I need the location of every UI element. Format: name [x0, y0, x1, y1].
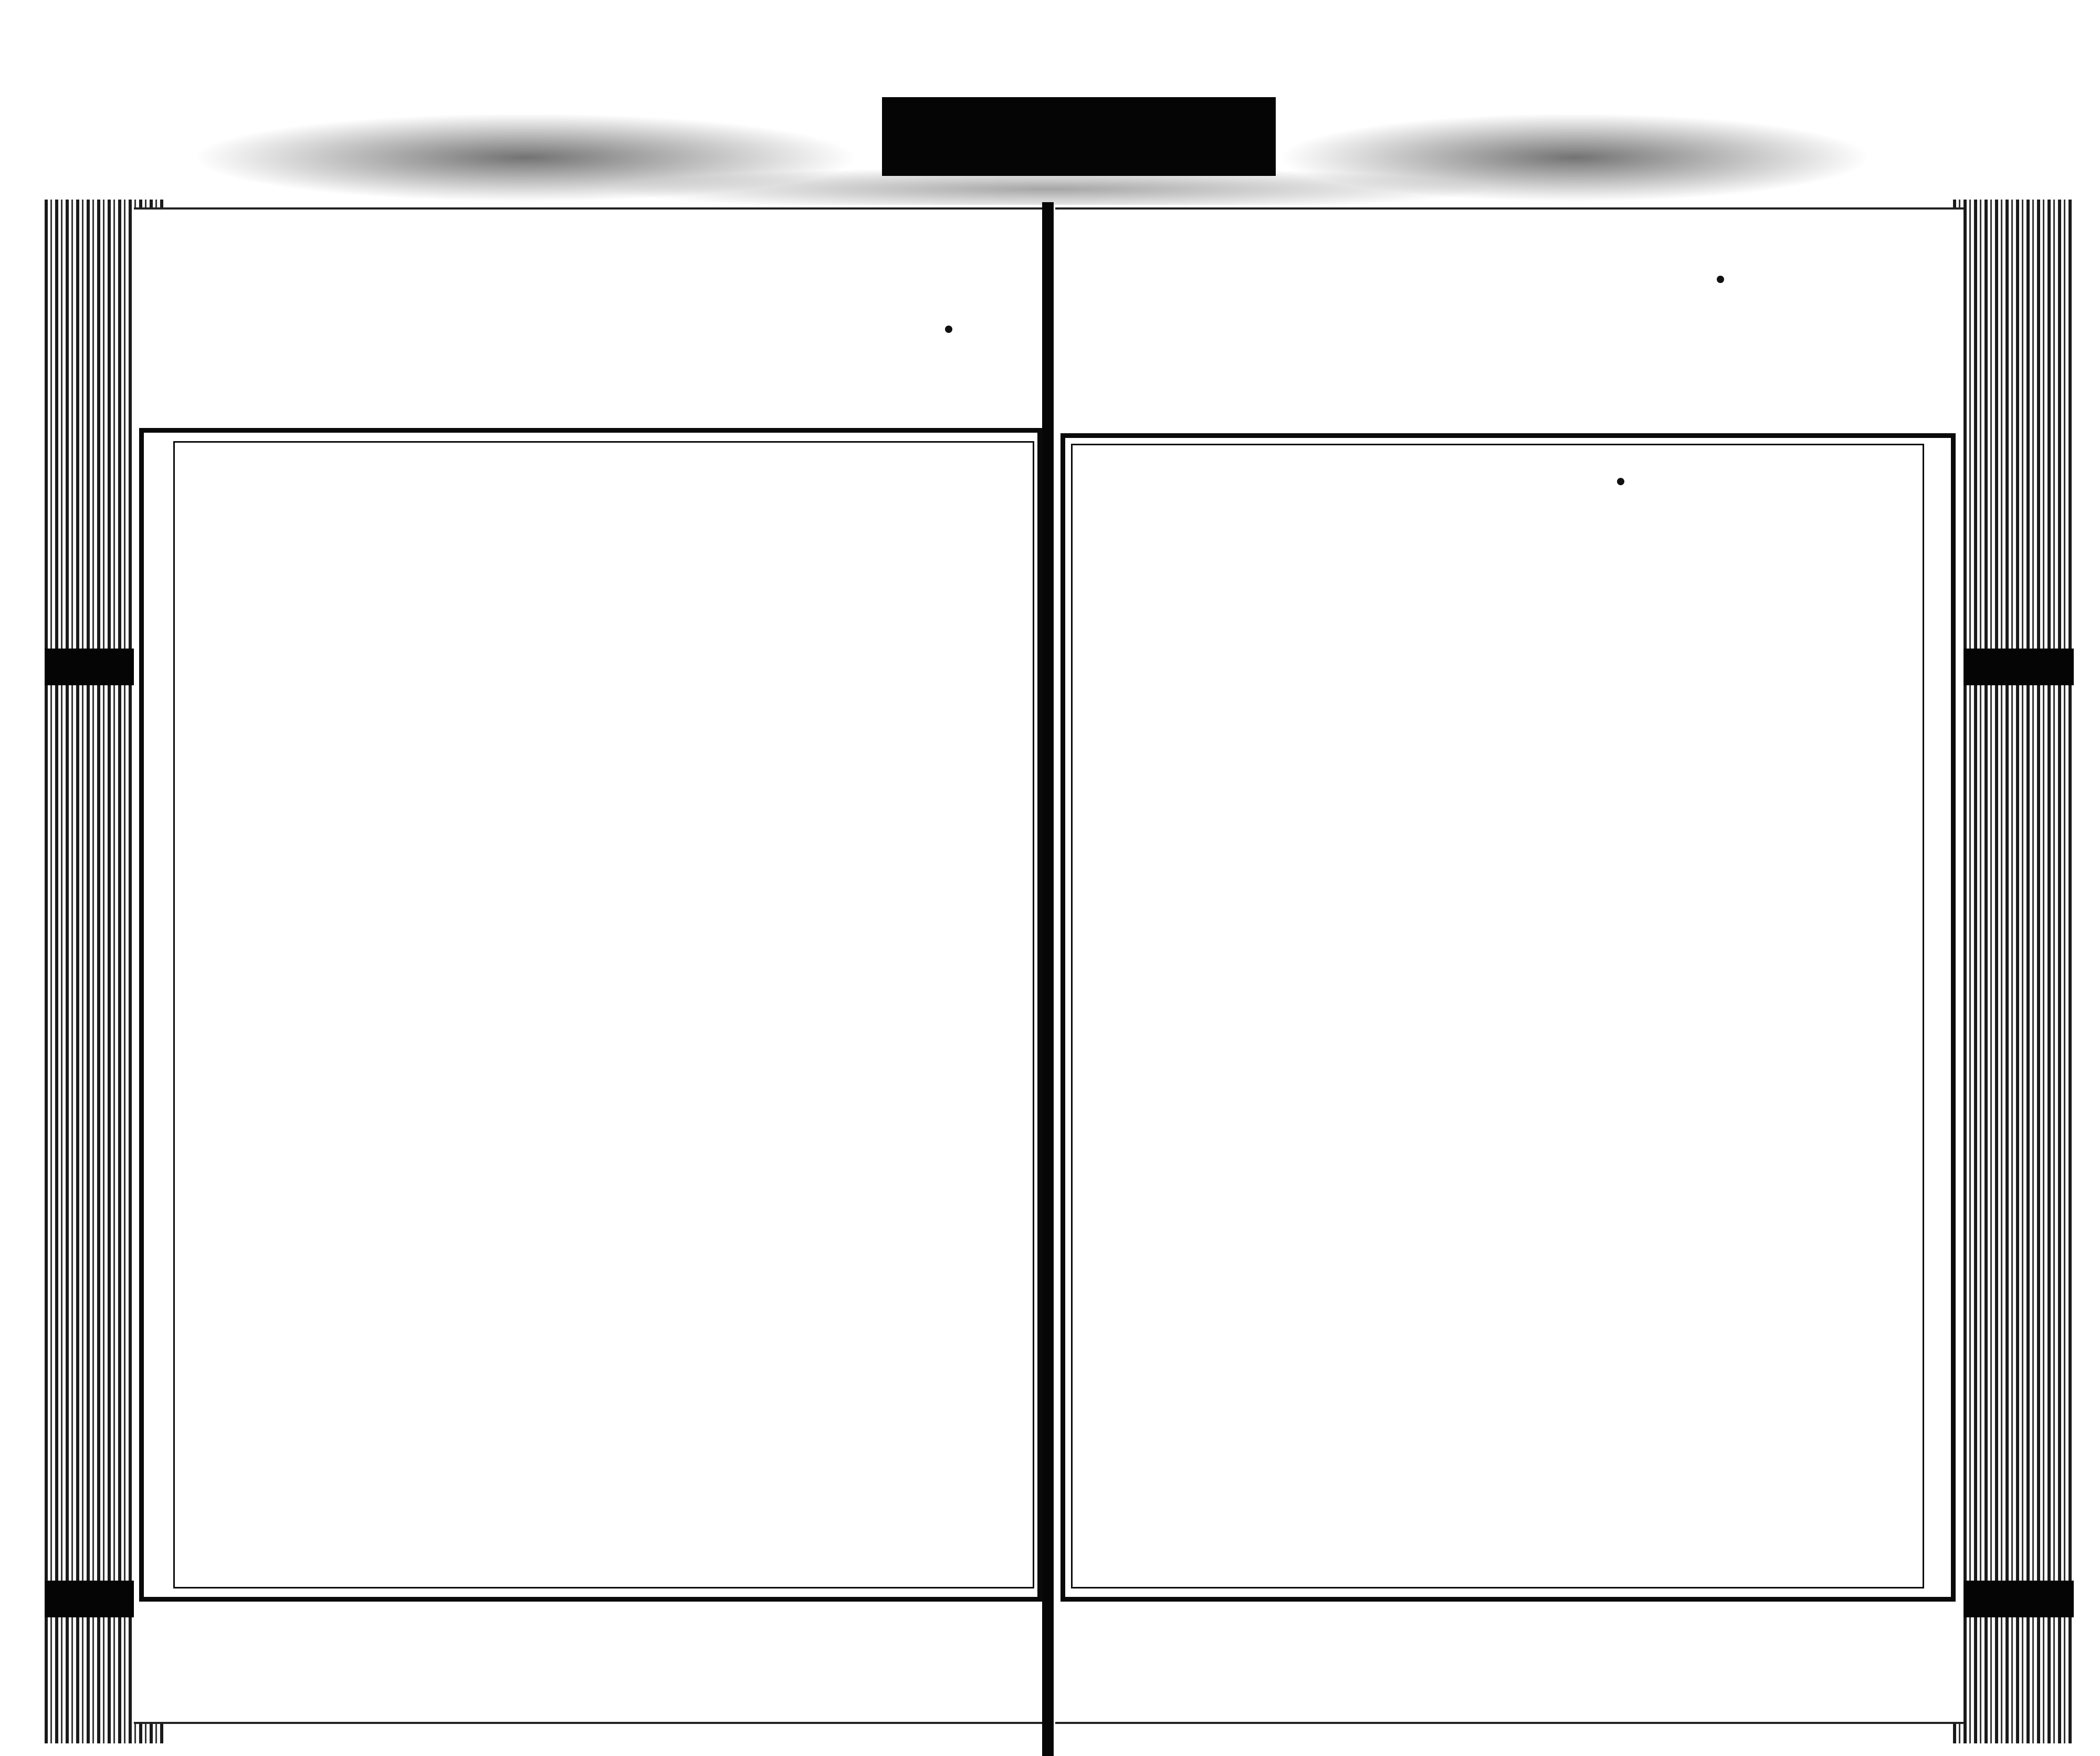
archive-number-stamp [882, 97, 1276, 176]
ink-speck [1717, 276, 1724, 283]
binding-band [1953, 649, 2074, 685]
ink-speck [945, 326, 952, 333]
left-text-frame-inner [173, 441, 1034, 1588]
right-text-frame-inner [1071, 444, 1924, 1588]
ink-speck [1617, 478, 1624, 485]
book-gutter [1042, 202, 1054, 1756]
right-book-edge [1953, 200, 2074, 1743]
binding-band [1953, 1581, 2074, 1617]
